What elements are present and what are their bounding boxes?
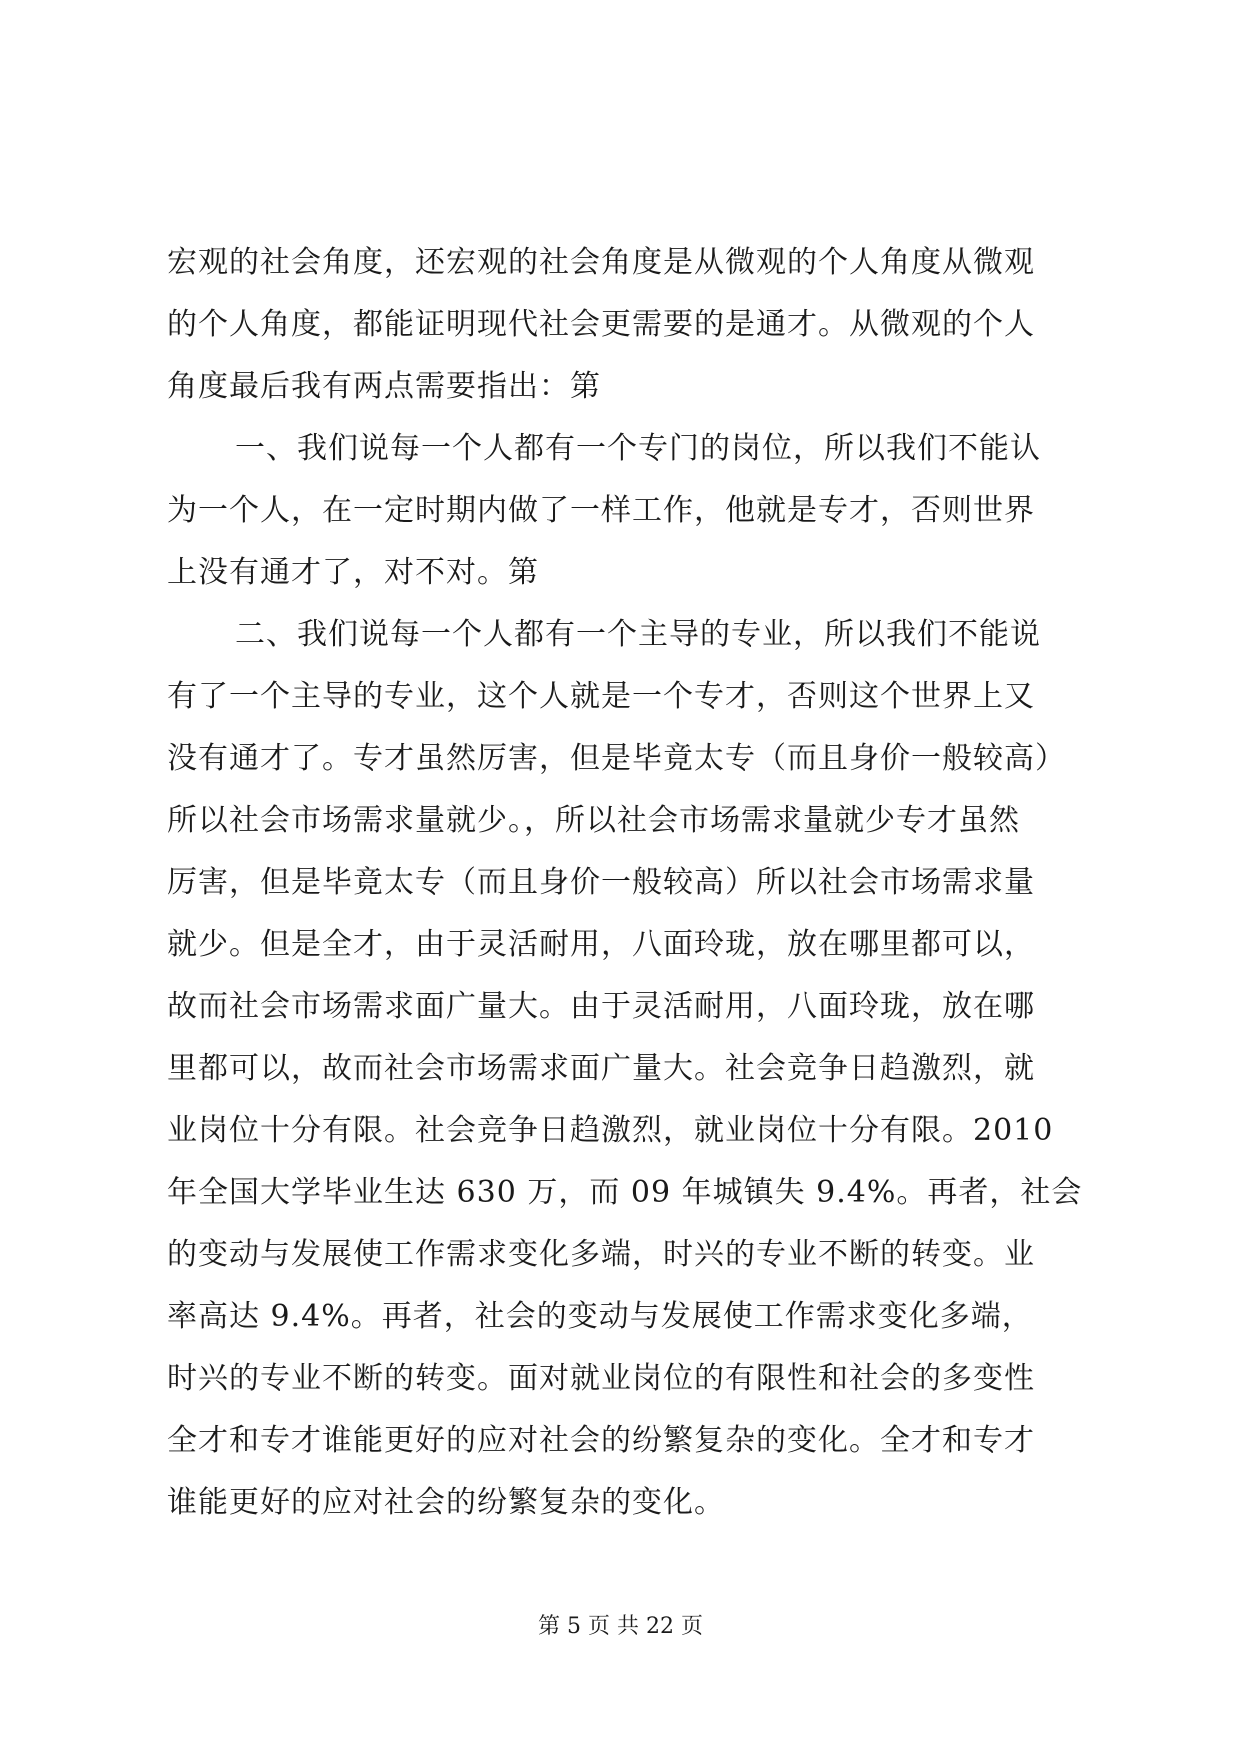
page-footer: 第 5 页 共 22 页 (538, 1614, 703, 1639)
text-line: 没有通才了。专才虽然厉害，但是毕竟太专（而且身价一般较高） (167, 741, 1066, 776)
text-line: 的个人角度，都能证明现代社会更需要的是通才。从微观的个人 (167, 307, 1035, 342)
text-line: 里都可以，故而社会市场需求面广量大。社会竞争日趋激烈，就 (167, 1051, 1035, 1086)
text-line: 故而社会市场需求面广量大。由于灵活耐用，八面玲珑，放在哪 (167, 989, 1035, 1024)
text-line: 率高达 9.4%。再者，社会的变动与发展使工作需求变化多端， (167, 1299, 1033, 1334)
text-line: 谁能更好的应对社会的纷繁复杂的变化。 (167, 1485, 725, 1520)
text-line: 宏观的社会角度，还宏观的社会角度是从微观的个人角度从微观 (167, 245, 1035, 280)
text-line: 全才和专才谁能更好的应对社会的纷繁复杂的变化。全才和专才 (167, 1423, 1035, 1458)
text-line: 的变动与发展使工作需求变化多端，时兴的专业不断的转变。业 (167, 1237, 1035, 1272)
text-line: 为一个人，在一定时期内做了一样工作，他就是专才，否则世界 (167, 493, 1035, 528)
text-line: 有了一个主导的专业，这个人就是一个专才，否则这个世界上又 (167, 679, 1035, 714)
text-line: 所以社会市场需求量就少。，所以社会市场需求量就少专才虽然 (167, 803, 1020, 838)
body-text (167, 232, 1087, 1534)
text-line: 就少。但是全才，由于灵活耐用，八面玲珑，放在哪里都可以， (167, 927, 1035, 962)
text-line: 年全国大学毕业生达 630 万，而 09 年城镇失 9.4%。再者，社会 (167, 1175, 1083, 1210)
text-line: 一、我们说每一个人都有一个专门的岗位，所以我们不能认 (235, 431, 1041, 466)
text-line: 时兴的专业不断的转变。面对就业岗位的有限性和社会的多变性 (167, 1361, 1035, 1396)
text-line: 上没有通才了，对不对。第 (167, 555, 539, 590)
text-line: 厉害，但是毕竟太专（而且身价一般较高）所以社会市场需求量 (167, 865, 1035, 900)
text-line: 业岗位十分有限。社会竞争日趋激烈，就业岗位十分有限。2010 (167, 1113, 1054, 1148)
text-line: 角度最后我有两点需要指出：第 (167, 369, 601, 404)
text-line: 二、我们说每一个人都有一个主导的专业，所以我们不能说 (235, 617, 1041, 652)
